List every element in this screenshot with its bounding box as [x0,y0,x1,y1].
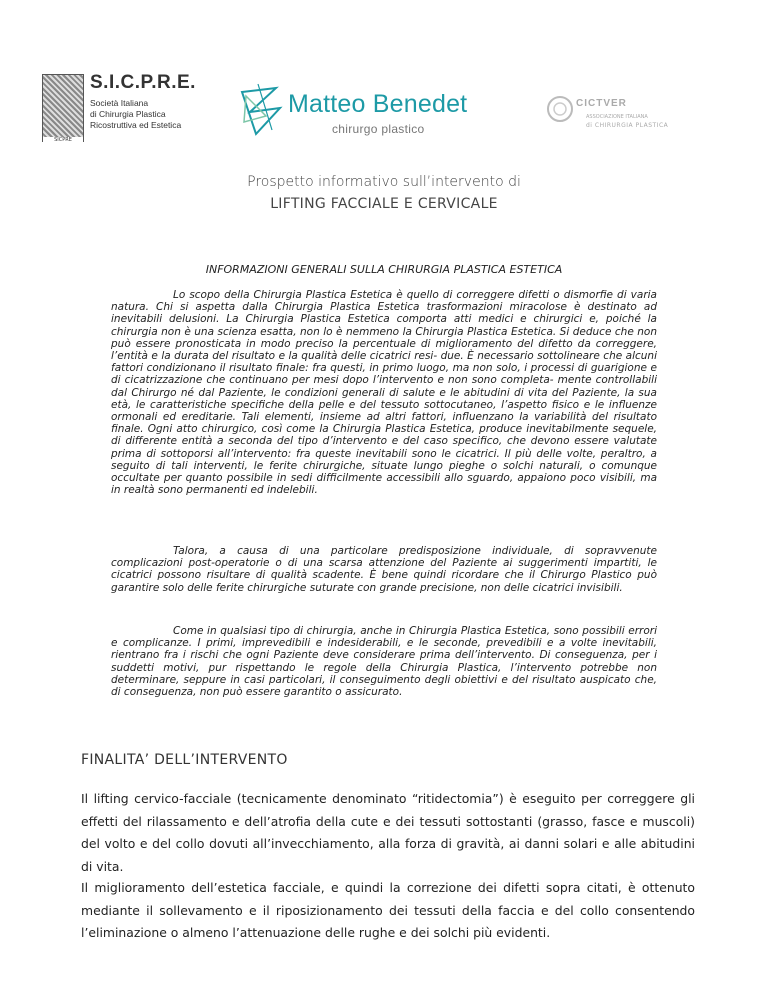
association-logo [546,92,686,132]
sicpre-name: S.I.C.P.R.E. [90,72,196,93]
document-title-line-1: Prospetto informativo sull’intervento di [247,174,521,190]
association-line-1: ASSOCIAZIONE ITALIANA [586,114,648,120]
general-paragraph-1 [111,289,657,496]
association-emblem-icon [546,92,580,126]
association-line-2: di CHIRURGIA PLASTICA [586,122,669,129]
sicpre-subtitle [90,98,181,131]
benedet-subtitle: chirurgo plastico [332,122,425,136]
sicpre-line-2: di Chirurgia Plastica [90,109,166,119]
benedet-mark-icon [236,82,288,140]
sicpre-logo [42,72,217,144]
finalita-paragraph-1: Il lifting cervico-facciale (tecnicamente denominato “ritidectomia”) è eseguito per correggere gli effetti del rilassamento e dell’atrofia della cute e dei tessuti sottostanti (grasso, fasce e muscoli) del volto e del collo dovuti all’invecchiamento, alla forza di gravità, ai danni solari e alle abitudini di vita. [81,791,695,874]
general-paragraph-3-text: Come in qualsiasi tipo di chirurgia, anche in Chirurgia Plastica Estetica, sono possibili errori e complicanze. I primi, imprevedibili e indesiderabili, e le seconde, prevedibili e a volte inevitabili, rientrano fra i rischi che ogni Paziente deve considerare prima dell’intervento. Di conseguenza, per i suddetti motivi, pur rispettando le regole della Chirurgia Plastica, l’intervento potrebbe non determinare, seppure in casi particolari, il conseguimento degli obiettivi e del risultato auspicato che, di conseguenza, non può essere garantito o assicurato. [111,625,657,699]
finalita-paragraph-2: Il miglioramento dell’estetica facciale, e quindi la correzione dei difetti sopra citati, è ottenuto mediante il sollevamento e il riposizionamento dei tessuti della faccia e del collo consentendo l’eliminazione o almeno l’attenuazione delle rughe e dei solchi più evidenti. [81,880,695,940]
general-paragraph-1-text: Lo scopo della Chirurgia Plastica Estetica è quello di correggere difetti o dismorfie di varia natura. Chi si aspetta dalla Chirurgia Plastica Estetica trasformazioni miracolose è destinato ad inevitabili delusioni. La Chirurgia Plastica Estetica comporta atti medici e chirurgici e, poiché la chirurgia non è una scienza esatta, non lo è nemmeno la Chirurgia Plastica Estetica. Si deduce che non può essere pronosticata in modo preciso la percentuale di miglioramento del difetto da correggere, l’entità e la durata del risultato e la qualità delle cicatrici resi- due. È necessario sottolineare che alcuni fattori condizionano il risultato finale: fra questi, in primo luogo, ma non solo, i processi di guarigione e di cicatrizzazione che continuano per mesi dopo l’intervento e non sono completa- mente controllabili dal Chirurgo né dal Paziente, le condizioni generali di salute e le abitudini di vita del Paziente, la sua età, le caratteristiche specifiche della pelle e del tessuto sottocutaneo, l’aspetto fisico e le influenze ormonali ed ereditarie. Tali elementi, insieme ad altri fattori, influenzano la variabilità del risultato finale. Ogni atto chirurgico, così come la Chirurgia Plastica Estetica, produce inevitabilmente sequele, di differente entità a seconda del tipo d’intervento e del caso specifico, che devono essere valutate prima di sottoporsi all’intervento: fra queste inevitabili sono le cicatrici. Il più delle volte, peraltro, a seguito di tali interventi, le ferite chirurgiche, situate lungo pieghe o solchi naturali, o comunque occultate per quanto possibile in sedi difficilmente accessibili allo sguardo, appaiono poco visibili, ma in realtà sono permanenti ed indelebili. [111,289,657,497]
sicpre-emblem-icon [42,74,84,142]
benedet-logo [236,82,486,142]
association-name: CICTVER [576,98,627,109]
general-paragraph-3 [111,625,657,698]
benedet-name: Matteo Benedet [288,90,468,118]
document-header [0,0,768,160]
sicpre-line-3: Ricostruttiva ed Estetica [90,120,182,130]
sicpre-line-1: Società Italiana [90,98,149,108]
sicpre-emblem-label: SICPRE [43,137,83,143]
general-paragraph-2-text: Talora, a causa di una particolare predisposizione individuale, di sopravvenute complicazioni post-operatorie o di una scarsa attenzione del Paziente ai suggerimenti impartiti, le cicatrici possono risultare di qualità scadente. È bene quindi ricordare che il Chirurgo Plastico può garantire solo delle ferite chirurgiche suturate con grande precisione, non delle cicatrici invisibili. [111,545,657,594]
general-paragraph-2 [111,545,657,594]
document-title-line-2: LIFTING FACCIALE E CERVICALE [270,196,498,212]
general-info-heading: INFORMAZIONI GENERALI SULLA CHIRURGIA PLASTICA ESTETICA [205,263,563,276]
finalita-heading: FINALITA’ DELL’INTERVENTO [81,752,288,768]
